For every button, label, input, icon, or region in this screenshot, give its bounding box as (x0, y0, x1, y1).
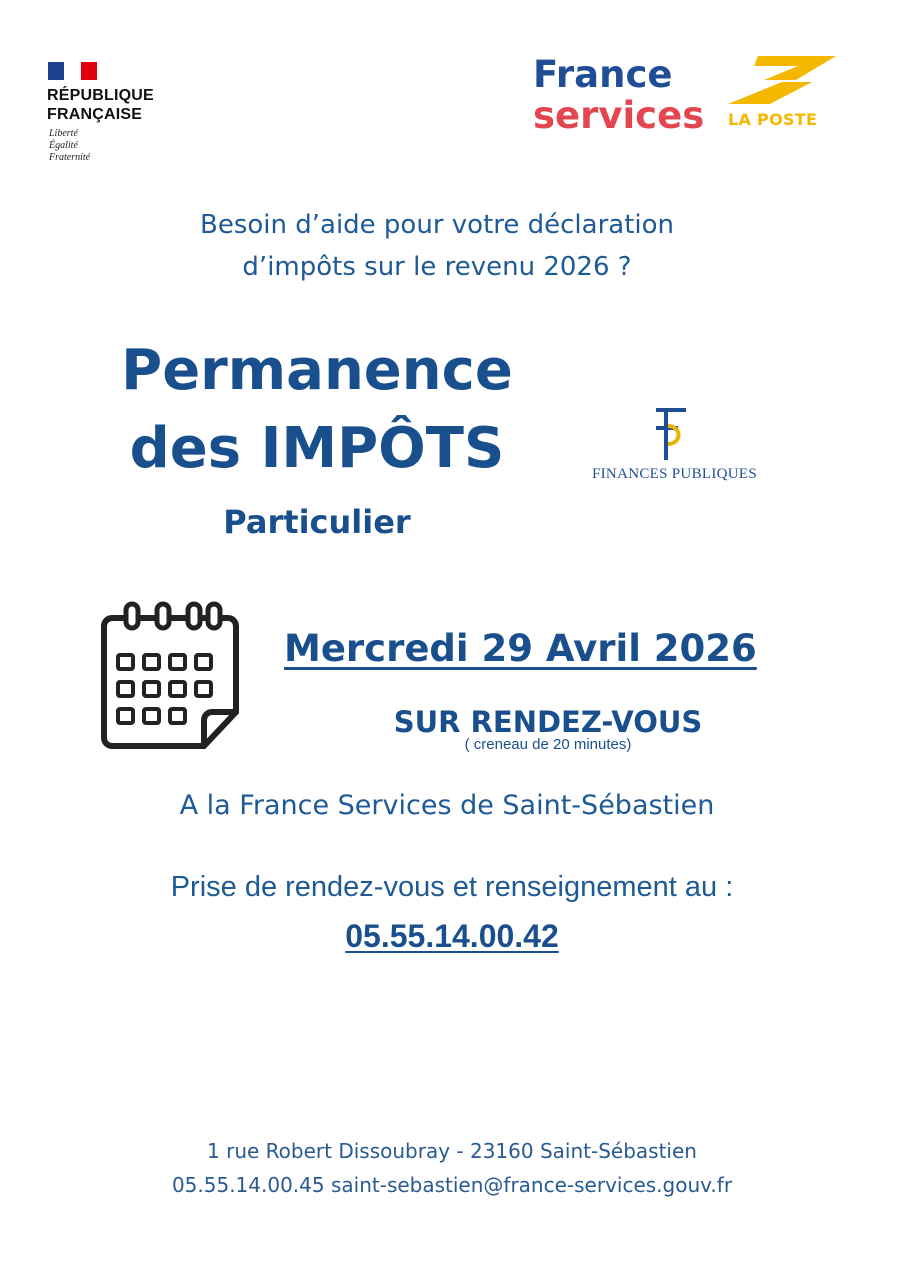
question-text (0, 204, 874, 288)
appointment-mode: SUR RENDEZ-VOUS (393, 705, 703, 739)
title-line1: Permanence (121, 338, 513, 403)
rf-line2: FRANÇAISE (47, 106, 143, 123)
contact-phone (0, 914, 900, 958)
rf-line1: RÉPUBLIQUE (47, 87, 154, 104)
calendar-icon (100, 600, 240, 752)
la-poste-bird-icon (724, 54, 836, 110)
footer-address: 1 rue Robert Dissoubray - 23160 Saint-Sébastien (207, 1139, 697, 1163)
finances-publiques-label: FINANCES PUBLIQUES (592, 466, 758, 482)
france-services-logo (533, 54, 704, 136)
question-line1: Besoin d’aide pour votre déclaration (199, 210, 675, 240)
la-poste-label: LA POSTE (728, 110, 818, 129)
fs-line1: France (533, 53, 673, 96)
appointment-date: Mercredi 29 Avril 2026 (284, 627, 757, 670)
motto-fraternite: Fraternité (49, 152, 91, 163)
motto-egalite: Égalité (49, 140, 78, 151)
phone-number[interactable]: 05.55.14.00.42 (345, 918, 559, 954)
fs-line2: services (533, 94, 705, 137)
location-text: A la France Services de Saint-Sébastien (179, 790, 715, 821)
republic-motto (49, 128, 90, 164)
appointment-slot: ( creneau de 20 minutes) (464, 736, 632, 753)
marianne-flag-icon (48, 62, 97, 80)
republique-francaise-title (47, 86, 154, 124)
title-line2: des IMPÔTS (129, 416, 505, 481)
finances-publiques-logo (648, 404, 688, 464)
footer-contact: 05.55.14.00.45 saint-sebastien@france-services.gouv.fr (171, 1173, 733, 1197)
contact-prompt: Prise de rendez-vous et renseignement au : (170, 871, 734, 903)
question-line2: d’impôts sur le revenu 2026 ? (242, 252, 632, 282)
motto-liberte: Liberté (49, 128, 78, 139)
title-line3: Particulier (223, 503, 411, 541)
